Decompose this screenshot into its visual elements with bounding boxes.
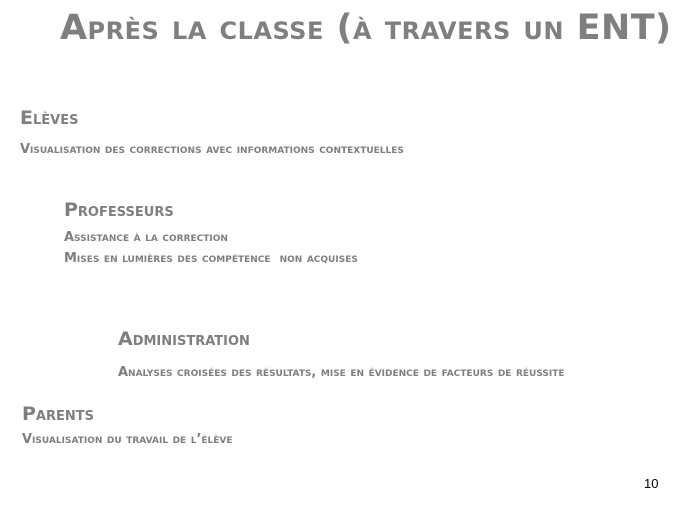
bullet-item: Visualisation des corrections avec informations contextuelles [20, 142, 404, 157]
section-heading-eleves: Elèves [20, 107, 79, 129]
section-administration [118, 328, 565, 383]
section-heading-parents: Parents [22, 403, 94, 425]
section-heading-professeurs: Professeurs [64, 199, 174, 221]
bullet-item: Analyses croisées des résultats, mise en évidence de facteurs de réussite [118, 365, 565, 380]
section-professeurs [64, 199, 358, 269]
slide-title: Après la classe (à travers un ENT) [60, 8, 672, 48]
bullet-item: Assistance à la correction [64, 230, 228, 245]
bullet-item: Visualisation du travail de l’élève [22, 432, 233, 447]
section-heading-administration: Administration [118, 328, 250, 350]
bullet-item: Mises en lumières des compétence non acquises [64, 251, 358, 266]
section-eleves [20, 107, 404, 160]
section-parents [22, 403, 233, 450]
page-number: 10 [644, 476, 659, 491]
